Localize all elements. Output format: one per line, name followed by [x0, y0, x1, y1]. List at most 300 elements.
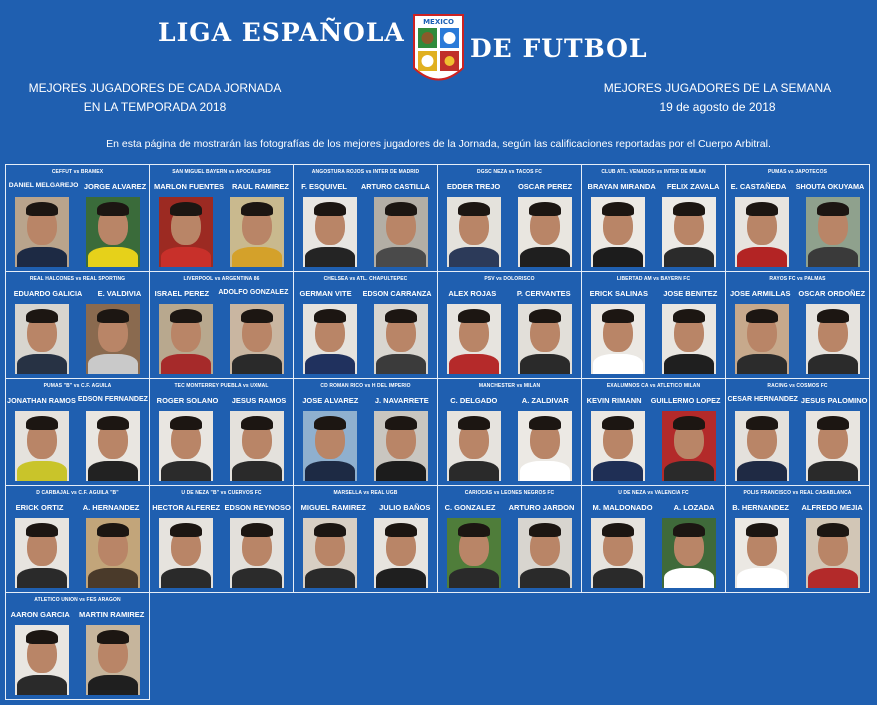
player-photo [86, 411, 140, 481]
player-name: J. NAVARRETE [374, 396, 429, 405]
player-photo [15, 518, 69, 588]
match-cell [581, 271, 726, 379]
photo-hair [746, 202, 778, 216]
player-photo [374, 518, 428, 588]
player-photo [159, 411, 213, 481]
photo-shirt [232, 247, 282, 267]
photo-shirt [17, 675, 67, 695]
photo-hair [458, 416, 490, 430]
player-photos [150, 518, 293, 588]
player-names [438, 182, 581, 191]
player-name: C. GONZALEZ [444, 503, 496, 512]
player-photo [735, 518, 789, 588]
player-photos [582, 197, 725, 267]
photo-hair [602, 202, 634, 216]
player-name: JOSE ALVAREZ [302, 396, 359, 405]
player-names [294, 289, 437, 298]
player-photo [662, 411, 716, 481]
league-crest-logo [412, 13, 465, 88]
photo-shirt [808, 461, 858, 481]
player-name: JOSE BENITEZ [663, 289, 718, 298]
player-name: ERICK ORTIZ [15, 503, 64, 512]
photo-shirt [593, 247, 643, 267]
player-photos [6, 304, 149, 374]
player-photos [6, 197, 149, 267]
photo-hair [170, 309, 202, 323]
photo-hair [673, 309, 705, 323]
photo-shirt [664, 568, 714, 588]
player-photo [230, 518, 284, 588]
player-photos [6, 518, 149, 588]
photo-hair [602, 523, 634, 537]
photo-hair [97, 630, 129, 644]
match-title: CARIOCAS vs LEONES NEGROS FC [464, 490, 555, 496]
photo-shirt [593, 461, 643, 481]
match-cell [437, 485, 582, 593]
player-photo [230, 304, 284, 374]
match-cell [5, 271, 150, 379]
match-title: TEC MONTERREY PUEBLA vs UXMAL [174, 383, 269, 389]
player-photos [438, 304, 581, 374]
player-photos [294, 197, 437, 267]
match-title: REAL HALCONES vs REAL SPORTING [29, 276, 126, 282]
match-title: CEFFUT vs BRAMEX [51, 169, 104, 175]
match-title: U DE NEZA "B" vs CUERVOS FC [181, 490, 262, 496]
player-photo [303, 411, 357, 481]
match-title: MARSELLA vs REAL UGB [333, 490, 398, 496]
photo-hair [26, 630, 58, 644]
match-cell [149, 164, 294, 272]
player-photo [735, 411, 789, 481]
player-photos [150, 411, 293, 481]
photo-shirt [449, 354, 499, 374]
player-photo [518, 197, 572, 267]
photo-shirt [737, 247, 787, 267]
match-cell [725, 271, 870, 379]
player-photo [662, 304, 716, 374]
photo-hair [385, 523, 417, 537]
player-name: ADOLFO GONZALEZ [218, 289, 289, 296]
player-name: ERICK SALINAS [589, 289, 648, 298]
match-cell [725, 485, 870, 593]
week-date: 19 de agosto de 2018 [659, 100, 776, 114]
match-title: PUMAS vs JAPOTECOS [767, 169, 828, 175]
photo-shirt [449, 247, 499, 267]
match-cell [581, 164, 726, 272]
photo-shirt [161, 568, 211, 588]
week-heading-line1: MEJORES JUGADORES DE LA SEMANA [603, 81, 832, 95]
player-names [438, 503, 581, 512]
player-photo [662, 518, 716, 588]
player-photos [294, 411, 437, 481]
site-title-left: LIGA ESPAÑOLA [158, 18, 405, 47]
player-name: BRAYAN MIRANDA [587, 182, 656, 191]
player-name: GUILLERMO LOPEZ [650, 396, 721, 405]
photo-shirt [593, 354, 643, 374]
photo-hair [817, 202, 849, 216]
player-name: A. ZALDIVAR [521, 396, 569, 405]
match-title: RAYOS FC vs PALMAS [769, 276, 826, 282]
photo-shirt [232, 461, 282, 481]
player-names [726, 396, 869, 405]
photo-hair [458, 523, 490, 537]
photo-shirt [376, 568, 426, 588]
photo-shirt [808, 568, 858, 588]
player-photos [150, 304, 293, 374]
photo-shirt [161, 354, 211, 374]
match-title: D CARBAJAL vs C.F. AGUILA "B" [36, 490, 119, 496]
photo-shirt [305, 568, 355, 588]
photo-shirt [449, 461, 499, 481]
photo-hair [241, 416, 273, 430]
player-photos [726, 197, 869, 267]
player-photo [303, 304, 357, 374]
photo-hair [314, 523, 346, 537]
player-name: ALEX ROJAS [448, 289, 497, 298]
match-title: CHELSEA vs ATL. CHAPULTEPEC [323, 276, 408, 282]
player-photos [6, 411, 149, 481]
photo-hair [26, 416, 58, 430]
player-photo [518, 304, 572, 374]
photo-hair [241, 523, 273, 537]
player-names [150, 182, 293, 191]
photo-shirt [664, 354, 714, 374]
match-cell [437, 378, 582, 486]
player-name: EDSON CARRANZA [362, 289, 432, 298]
match-cell [581, 378, 726, 486]
player-names [6, 396, 149, 405]
photo-shirt [376, 461, 426, 481]
match-title: ATLETICO UNION vs FES ARAGON [34, 597, 121, 603]
match-title: ANGOSTURA ROJOS vs INTER DE MADRID [311, 169, 420, 175]
player-photo [806, 197, 860, 267]
player-photo [86, 197, 140, 267]
player-name: P. CERVANTES [516, 289, 571, 298]
player-name: OSCAR ORDOÑEZ [798, 289, 866, 298]
photo-hair [458, 309, 490, 323]
photo-shirt [305, 354, 355, 374]
player-name: MARLON FUENTES [154, 182, 224, 191]
match-title: MANCHESTER vs MILAN [478, 383, 541, 389]
player-photo [591, 518, 645, 588]
photo-hair [385, 416, 417, 430]
player-photo [374, 304, 428, 374]
player-photo [735, 197, 789, 267]
photo-hair [241, 309, 273, 323]
player-name: GERMAN VITE [299, 289, 352, 298]
photo-shirt [664, 461, 714, 481]
match-title: EXALUMNOS CA vs ATLETICO MILAN [606, 383, 701, 389]
photo-hair [673, 202, 705, 216]
player-name: KEVIN RIMANN [586, 396, 642, 405]
player-photo [374, 197, 428, 267]
match-cell [5, 164, 150, 272]
photo-shirt [232, 568, 282, 588]
photo-shirt [520, 354, 570, 374]
player-names [294, 396, 437, 405]
match-title: RACING vs COSMOS FC [767, 383, 828, 389]
photo-shirt [88, 568, 138, 588]
match-title: PSV vs DOLORISCO [484, 276, 535, 282]
photo-hair [314, 309, 346, 323]
photo-shirt [17, 247, 67, 267]
player-photo [159, 304, 213, 374]
player-photo [518, 411, 572, 481]
season-heading [20, 79, 290, 117]
photo-shirt [88, 354, 138, 374]
player-photos [438, 518, 581, 588]
player-photos [294, 304, 437, 374]
player-name: OSCAR PEREZ [517, 182, 573, 191]
match-cell [5, 485, 150, 593]
player-name: A. LOZADA [673, 503, 715, 512]
photo-shirt [593, 568, 643, 588]
player-photo [662, 197, 716, 267]
photo-shirt [88, 461, 138, 481]
photo-hair [314, 202, 346, 216]
player-name: CESAR HERNANDEZ [727, 396, 798, 403]
player-photo [447, 197, 501, 267]
match-title: LIBERTAD AM vs BAYERN FC [616, 276, 691, 282]
photo-hair [529, 523, 561, 537]
players-grid [5, 164, 869, 699]
player-name: HECTOR ALFEREZ [152, 503, 221, 512]
photo-shirt [737, 354, 787, 374]
player-name: JULIO BAÑOS [379, 503, 431, 512]
photo-hair [458, 202, 490, 216]
photo-hair [385, 202, 417, 216]
photo-hair [529, 416, 561, 430]
player-photo [806, 411, 860, 481]
player-photo [447, 518, 501, 588]
photo-shirt [737, 568, 787, 588]
photo-hair [817, 416, 849, 430]
player-photo [806, 304, 860, 374]
photo-hair [97, 416, 129, 430]
photo-hair [602, 309, 634, 323]
photo-shirt [161, 247, 211, 267]
match-cell [149, 378, 294, 486]
player-photo [806, 518, 860, 588]
player-photos [150, 197, 293, 267]
match-cell [725, 164, 870, 272]
photo-hair [26, 202, 58, 216]
match-cell [437, 271, 582, 379]
player-photos [582, 518, 725, 588]
match-title: CLUB ATL. VENADOS vs INTER DE MILAN [601, 169, 706, 175]
player-names [150, 289, 293, 298]
player-name: E. CASTAÑEDA [730, 182, 787, 191]
photo-hair [746, 523, 778, 537]
player-photo [591, 411, 645, 481]
match-title: LIVERPOOL vs ARGENTINA 86 [183, 276, 260, 282]
photo-hair [97, 309, 129, 323]
player-photo [230, 411, 284, 481]
player-photo [230, 197, 284, 267]
week-heading [590, 79, 845, 117]
player-name: EDUARDO GALICIA [13, 289, 83, 298]
match-cell [5, 378, 150, 486]
player-photo [159, 197, 213, 267]
player-name: JESUS PALOMINO [800, 396, 868, 405]
match-cell [149, 485, 294, 593]
player-names [726, 503, 869, 512]
player-names [6, 503, 149, 512]
photo-shirt [305, 247, 355, 267]
photo-hair [26, 523, 58, 537]
player-names [582, 503, 725, 512]
player-names [6, 289, 149, 298]
player-photos [438, 197, 581, 267]
match-cell [149, 271, 294, 379]
photo-hair [529, 309, 561, 323]
player-photos [6, 625, 149, 695]
photo-hair [170, 202, 202, 216]
photo-shirt [376, 247, 426, 267]
match-title: U DE NEZA vs VALENCIA FC [618, 490, 689, 496]
match-cell [293, 271, 438, 379]
site-title-right: DE FUTBOL [470, 34, 648, 63]
photo-hair [746, 416, 778, 430]
match-cell [581, 485, 726, 593]
match-cell [725, 378, 870, 486]
photo-shirt [520, 568, 570, 588]
player-photo [591, 197, 645, 267]
player-names [726, 182, 869, 191]
player-names [582, 182, 725, 191]
player-photo [303, 518, 357, 588]
player-photo [159, 518, 213, 588]
match-title: POLIS FRANCISCO vs REAL CASABLANCA [743, 490, 852, 496]
player-photos [726, 411, 869, 481]
match-cell [293, 485, 438, 593]
player-names [582, 289, 725, 298]
match-title: SAN MIGUEL BAYERN vs APOCALIPSIS [172, 169, 271, 175]
player-names [726, 289, 869, 298]
season-heading-line2: EN LA TEMPORADA 2018 [83, 100, 227, 114]
player-photos [726, 518, 869, 588]
photo-hair [170, 416, 202, 430]
player-name: MIGUEL RAMIREZ [300, 503, 366, 512]
player-photo [735, 304, 789, 374]
player-names [6, 182, 149, 191]
player-name: JESUS RAMOS [231, 396, 287, 405]
photo-shirt [17, 354, 67, 374]
photo-hair [170, 523, 202, 537]
crest-text: MEXICO [423, 18, 454, 26]
player-names [438, 289, 581, 298]
player-names [294, 182, 437, 191]
player-name: ARTURO CASTILLA [361, 182, 430, 191]
photo-shirt [376, 354, 426, 374]
photo-hair [314, 416, 346, 430]
photo-hair [529, 202, 561, 216]
player-name: A. HERNANDEZ [82, 503, 140, 512]
player-photo [303, 197, 357, 267]
player-name: JONATHAN RAMOS [7, 396, 76, 405]
photo-hair [26, 309, 58, 323]
player-name: ROGER SOLANO [156, 396, 219, 405]
player-name: DANIEL MELGAREJO [8, 182, 79, 189]
photo-shirt [520, 461, 570, 481]
match-cell [293, 378, 438, 486]
player-name: JOSE ARMILLAS [729, 289, 791, 298]
player-photo [374, 411, 428, 481]
photo-shirt [449, 568, 499, 588]
photo-shirt [88, 675, 138, 695]
player-photo [447, 304, 501, 374]
player-name: EDDER TREJO [446, 182, 501, 191]
player-names [582, 396, 725, 405]
intro-text: En esta página de mostrarán las fotografías de los mejores jugadores de la Jornada, según las calificaciones reportadas por el Cuerpo Arbitral. [106, 138, 771, 150]
photo-shirt [88, 247, 138, 267]
player-name: ISRAEL PEREZ [154, 289, 210, 298]
photo-shirt [808, 247, 858, 267]
player-photos [582, 304, 725, 374]
photo-hair [817, 309, 849, 323]
player-photo [518, 518, 572, 588]
photo-hair [817, 523, 849, 537]
player-name: EDSON FERNANDEZ [77, 396, 148, 403]
player-name: AARON GARCIA [10, 610, 70, 619]
match-cell [5, 592, 150, 700]
player-photo [86, 304, 140, 374]
player-photo [15, 625, 69, 695]
player-photos [294, 518, 437, 588]
player-name: MARTIN RAMIREZ [78, 610, 145, 619]
player-name: FELIX ZAVALA [666, 182, 720, 191]
player-photo [15, 411, 69, 481]
player-name: SHOUTA OKUYAMA [795, 182, 865, 191]
player-photo [15, 197, 69, 267]
match-cell [437, 164, 582, 272]
match-cell [293, 164, 438, 272]
player-name: F. ESQUIVEL [301, 182, 347, 191]
match-title: CD ROMAN RICO vs H DEL IMPERIO [320, 383, 411, 389]
player-names [6, 610, 149, 619]
player-name: ARTURO JARDON [508, 503, 575, 512]
photo-shirt [520, 247, 570, 267]
player-name: B. HERNANDEZ [732, 503, 789, 512]
player-photo [86, 625, 140, 695]
player-name: M. MALDONADO [592, 503, 653, 512]
match-title: PUMAS "B" vs C.F. AGUILA [43, 383, 112, 389]
player-photo [591, 304, 645, 374]
player-photos [582, 411, 725, 481]
player-photos [438, 411, 581, 481]
photo-hair [97, 523, 129, 537]
photo-shirt [17, 461, 67, 481]
player-photo [15, 304, 69, 374]
photo-shirt [232, 354, 282, 374]
photo-shirt [737, 461, 787, 481]
player-names [150, 503, 293, 512]
player-names [294, 503, 437, 512]
photo-hair [673, 416, 705, 430]
photo-hair [97, 202, 129, 216]
season-heading-line1: MEJORES JUGADORES DE CADA JORNADA [28, 81, 282, 95]
photo-hair [746, 309, 778, 323]
photo-shirt [664, 247, 714, 267]
photo-shirt [808, 354, 858, 374]
player-photo [86, 518, 140, 588]
player-photos [726, 304, 869, 374]
player-name: C. DELGADO [450, 396, 498, 405]
photo-shirt [305, 461, 355, 481]
photo-hair [673, 523, 705, 537]
photo-shirt [17, 568, 67, 588]
player-names [150, 396, 293, 405]
